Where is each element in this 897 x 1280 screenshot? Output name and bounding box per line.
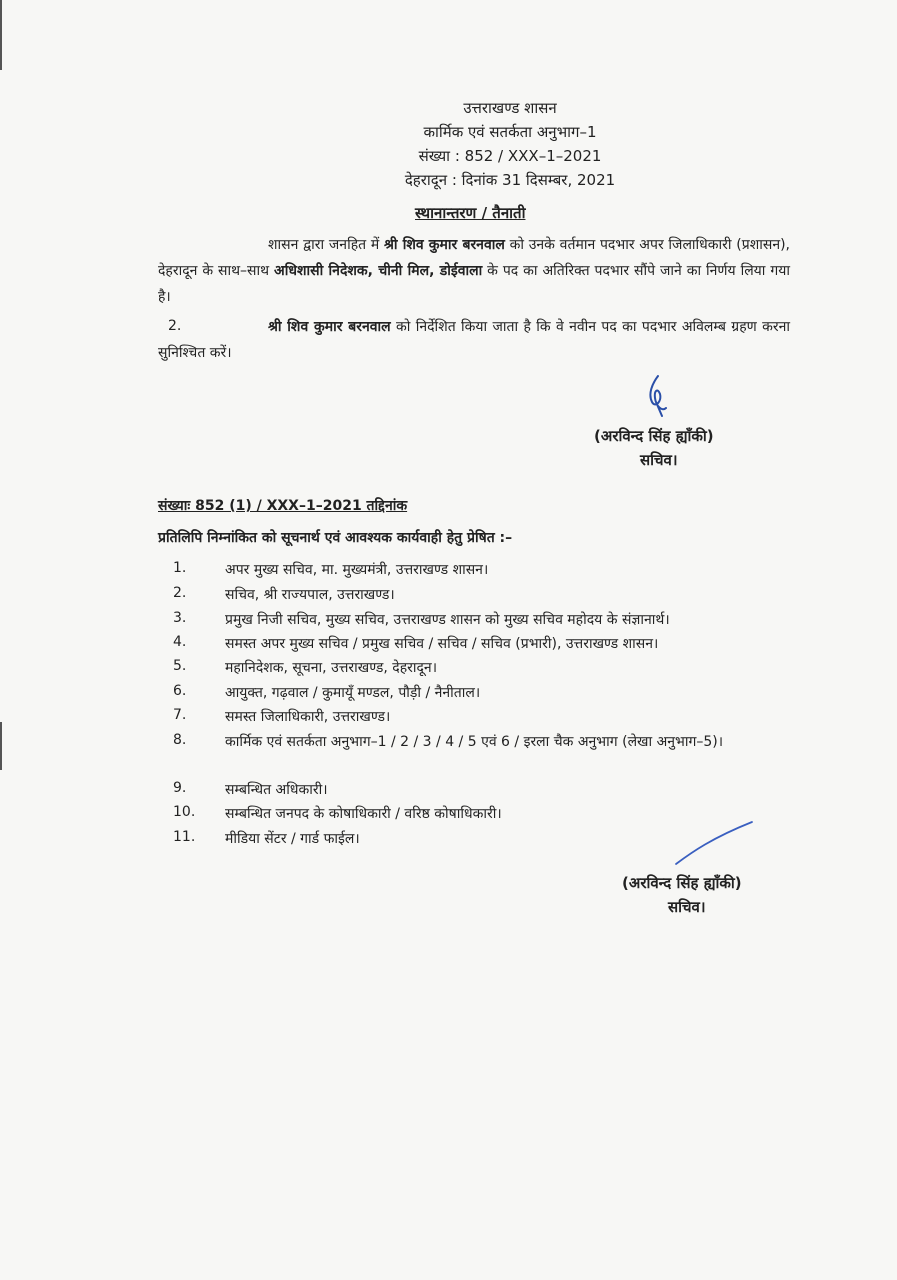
copy-intro: प्रतिलिपि निम्नांकित को सूचनार्थ एवं आवश्यक कार्यवाही हेतु प्रेषित :– (158, 530, 513, 546)
signatory-title: सचिव। (640, 451, 678, 469)
handwritten-signature (640, 372, 680, 418)
scan-edge-mark (0, 0, 2, 70)
header-department: कार्मिक एवं सतर्कता अनुभाग–1 (423, 123, 597, 141)
header-date: देहरादून : दिनांक 31 दिसम्बर, 2021 (404, 171, 616, 189)
additional-post: अधिशासी निदेशक, चीनी मिल, डोईवाला (274, 263, 483, 279)
para1-text-a: शासन द्वारा जनहित में (268, 237, 384, 253)
para1-text-e: के पद का अतिरिक्त पदभार सौंपे जाने का निर्णय लिया गया है। (158, 263, 790, 305)
list-item: अपर मुख्य सचिव, मा. मुख्यमंत्री, उत्तराखण्ड शासन। (225, 562, 489, 578)
list-item: मीडिया सेंटर / गार्ड फाईल। (225, 831, 360, 847)
list-item-number: 8. (173, 732, 187, 748)
para2-number: 2. (168, 318, 182, 334)
list-item: समस्त जिलाधिकारी, उत्तराखण्ड। (225, 709, 391, 725)
header-government: उत्तराखण्ड शासन (463, 99, 557, 117)
list-item-number: 7. (173, 707, 187, 723)
officer-name: श्री शिव कुमार बरनवाल (268, 319, 391, 335)
copy-reference: संख्याः 852 (1) / XXX–1–2021 तद्दिनांक (158, 498, 408, 514)
list-item-number: 6. (173, 683, 187, 699)
list-item-number: 10. (173, 804, 196, 820)
list-item: सम्बन्धित अधिकारी। (225, 782, 328, 798)
order-paragraph-1 (158, 232, 790, 310)
header-order-number: संख्या : 852 / XXX–1–2021 (418, 147, 602, 165)
order-paragraph-2 (158, 314, 790, 366)
list-item: सम्बन्धित जनपद के कोषाधिकारी / वरिष्ठ कोषाधिकारी। (225, 806, 502, 822)
list-item: महानिदेशक, सूचना, उत्तराखण्ड, देहरादून। (225, 660, 438, 676)
list-item-number: 9. (173, 780, 187, 796)
list-item: सचिव, श्री राज्यपाल, उत्तराखण्ड। (225, 587, 395, 603)
para2-text-b: को निर्देशित किया जाता है कि वे नवीन पद का पदभार अविलम्ब ग्रहण करना सुनिश्चित करें। (158, 319, 790, 361)
list-item: कार्मिक एवं सतर्कता अनुभाग–1 / 2 / 3 / 4 / 5 एवं 6 / इरला चैक अनुभाग (लेखा अनुभाग–5)। (225, 734, 724, 750)
officer-name: श्री शिव कुमार बरनवाल (383, 237, 505, 253)
signatory-name: (अरविन्द सिंह ह्याँकी) (594, 427, 714, 445)
signatory-name: (अरविन्द सिंह ह्याँकी) (622, 874, 742, 892)
signatory-title: सचिव। (668, 898, 706, 916)
list-item: समस्त अपर मुख्य सचिव / प्रमुख सचिव / सचिव / सचिव (प्रभारी), उत्तराखण्ड शासन। (225, 636, 659, 652)
list-item: प्रमुख निजी सचिव, मुख्य सचिव, उत्तराखण्ड शासन को मुख्य सचिव महोदय के संज्ञानार्थ। (225, 612, 670, 628)
subject-heading: स्थानान्तरण / तैनाती (415, 204, 526, 222)
scan-edge-mark (0, 722, 2, 770)
para1-text-c: को उनके वर्तमान पदभार अपर जिलाधिकारी (प्रशासन), देहरादून के साथ–साथ (158, 237, 790, 279)
list-item: आयुक्त, गढ़वाल / कुमायूँ मण्डल, पौड़ी / नैनीताल। (225, 685, 481, 701)
list-item-number: 5. (173, 658, 187, 674)
list-item-number: 11. (173, 829, 196, 845)
handwritten-signature (672, 818, 756, 868)
list-item-number: 4. (173, 634, 187, 650)
list-item-number: 2. (173, 585, 187, 601)
list-item-number: 1. (173, 560, 187, 576)
list-item-number: 3. (173, 610, 187, 626)
